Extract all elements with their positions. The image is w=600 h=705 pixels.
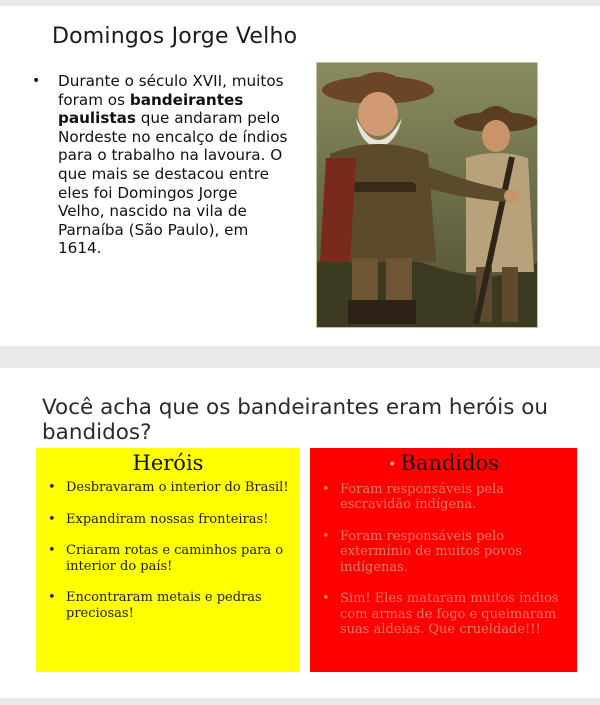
bullet-icon: • xyxy=(322,591,330,606)
herois-item: Encontraram metais e pedras preciosas! xyxy=(66,590,262,621)
herois-list xyxy=(36,480,300,621)
bandidos-item: Foram responsáveis pelo extermínio de muitos povos indígenas. xyxy=(340,528,522,575)
slide-herois-ou-bandidos xyxy=(0,368,600,698)
painting-illustration xyxy=(316,62,538,328)
slide-domingos-jorge-velho xyxy=(0,6,600,346)
herois-item: Desbravaram o interior do Brasil! xyxy=(66,480,289,495)
herois-box xyxy=(36,448,300,672)
bandeirante-painting xyxy=(316,62,538,328)
bandidos-item: Sim! Eles mataram muitos índios com armas de fogo e queimaram suas aldeias. Que crueldade!!! xyxy=(340,591,559,637)
herois-heading: Heróis xyxy=(132,451,204,475)
bullet-icon: • xyxy=(322,528,330,544)
bandidos-item: Foram responsáveis pela escravidão indígena. xyxy=(340,481,505,512)
bullet-icon: • xyxy=(48,480,56,495)
list-item xyxy=(310,529,577,576)
list-item xyxy=(36,543,300,574)
paragraph-pre: Durante o século XVII, muitos foram os xyxy=(58,72,284,109)
paragraph-bold: bandeirantes paulistas xyxy=(58,90,244,128)
herois-item: Expandiram nossas fronteiras! xyxy=(66,511,269,527)
bullet-icon: • xyxy=(48,543,56,558)
list-item xyxy=(36,512,300,528)
question-heading: Você acha que os bandeirantes eram heróis ou bandidos? xyxy=(42,395,549,445)
list-item xyxy=(36,480,300,496)
bullet-list xyxy=(28,72,288,258)
list-item xyxy=(28,72,288,258)
herois-item: Criaram rotas e caminhos para o interior do país! xyxy=(66,543,284,574)
bullet-icon: • xyxy=(32,73,41,89)
list-item xyxy=(310,591,577,638)
list-item xyxy=(36,590,300,621)
bandidos-box xyxy=(310,448,577,672)
bandidos-header xyxy=(310,448,577,478)
paragraph-post: que andaram pelo Nordeste no encalço de índios para o trabalho na lavoura. O que mais se destacou entre eles foi Domingos Jorge Velho, nascido na vila de Parnaíba (São Paulo), em 1614. xyxy=(58,109,288,258)
slide-title: Domingos Jorge Velho xyxy=(52,24,298,49)
bullet-icon: • xyxy=(48,590,56,605)
list-item xyxy=(310,482,577,513)
bullet-icon: • xyxy=(388,456,397,473)
bandidos-list xyxy=(310,482,577,638)
bullet-icon: • xyxy=(322,481,330,497)
bullet-icon: • xyxy=(48,511,56,527)
bandidos-heading: Bandidos xyxy=(400,451,499,475)
